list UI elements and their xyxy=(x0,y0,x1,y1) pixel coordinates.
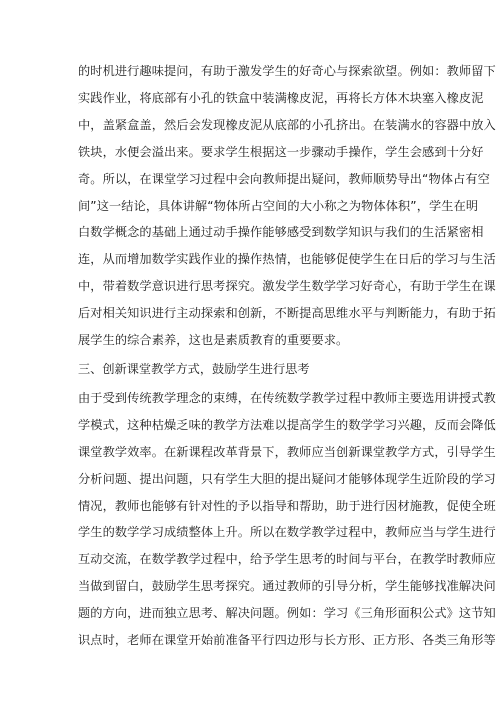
paragraph-1 xyxy=(78,58,496,354)
text-line: 当做到留白，鼓励学生思考探究。通过教师的引导分析，学生能够找准解决问 xyxy=(78,579,496,594)
text-line: 课堂教学效率。在新课程改革背景下，教师应当创新课堂教学方式，引导学生 xyxy=(78,444,496,459)
text-line: 中，带着数学意识进行思考探究。激发学生数学学习好奇心，有助于学生在课 xyxy=(78,279,496,294)
document-body xyxy=(78,58,496,654)
text-line: 识点时，老师在课堂开始前准备平行四边形与长方形、正方形、各类三角形等 xyxy=(78,633,496,648)
text-line: 分析问题、提出问题，只有学生大胆的提出疑问才能够体现学生近阶段的学习 xyxy=(78,471,496,486)
text-line: 铁块，水便会溢出来。要求学生根据这一步骤动手操作，学生会感到十分好 xyxy=(78,144,484,159)
text-line: 互动交流，在数学教学过程中，给予学生思考的时间与平台，在教学时教师应 xyxy=(78,552,496,567)
text-line: 间”这一结论，具体讲解“物体所占空间的大小称之为物体体积”，学生在明 xyxy=(78,198,479,213)
text-line: 学模式，这种枯燥乏味的教学方法难以提高学生的数学学习兴趣，反而会降低 xyxy=(78,417,496,432)
text-line: 学生的数学学习成绩整体上升。所以在数学教学过程中，教师应当与学生进行 xyxy=(78,525,496,540)
text-line: 连，从而增加数学实践作业的操作热情，也能够促使学生在日后的学习与生活 xyxy=(78,252,496,267)
text-line: 实践作业，将底部有小孔的铁盒中装满橡皮泥，再将长方体木块塞入橡皮泥 xyxy=(78,90,484,105)
text-line: 展学生的综合素养，这也是素质教育的重要要求。 xyxy=(78,333,349,348)
text-line: 由于受到传统教学理念的束缚，在传统数学教学过程中教师主要选用讲授式教 xyxy=(78,390,496,405)
text-line: 的时机进行趣味提问，有助于激发学生的好奇心与探索欲望。例如：教师留下 xyxy=(78,64,496,78)
text-line: 白数学概念的基础上通过动手操作能够感受到数学知识与我们的生活紧密相 xyxy=(78,225,484,240)
section-heading: 三、创新课堂教学方式，鼓励学生进行思考 xyxy=(78,361,310,376)
text-line: 情况，教师也能够有针对性的予以指导和帮助，助于进行因材施教，促使全班 xyxy=(78,498,496,513)
text-line: 题的方向，进而独立思考、解决问题。例如：学习《三角形面积公式》这节知 xyxy=(78,606,496,621)
paragraph-2 xyxy=(78,385,496,654)
text-line: 中，盖紧盒盖，然后会发现橡皮泥从底部的小孔挤出。在装满水的容器中放入 xyxy=(78,117,496,132)
text-line: 后对相关知识进行主动探索和创新，不断提高思维水平与判断能力，有助于拓 xyxy=(78,306,496,321)
text-line: 奇。所以，在课堂学习过程中会向教师提出疑问，教师顺势导出“物体占有空 xyxy=(78,171,490,186)
